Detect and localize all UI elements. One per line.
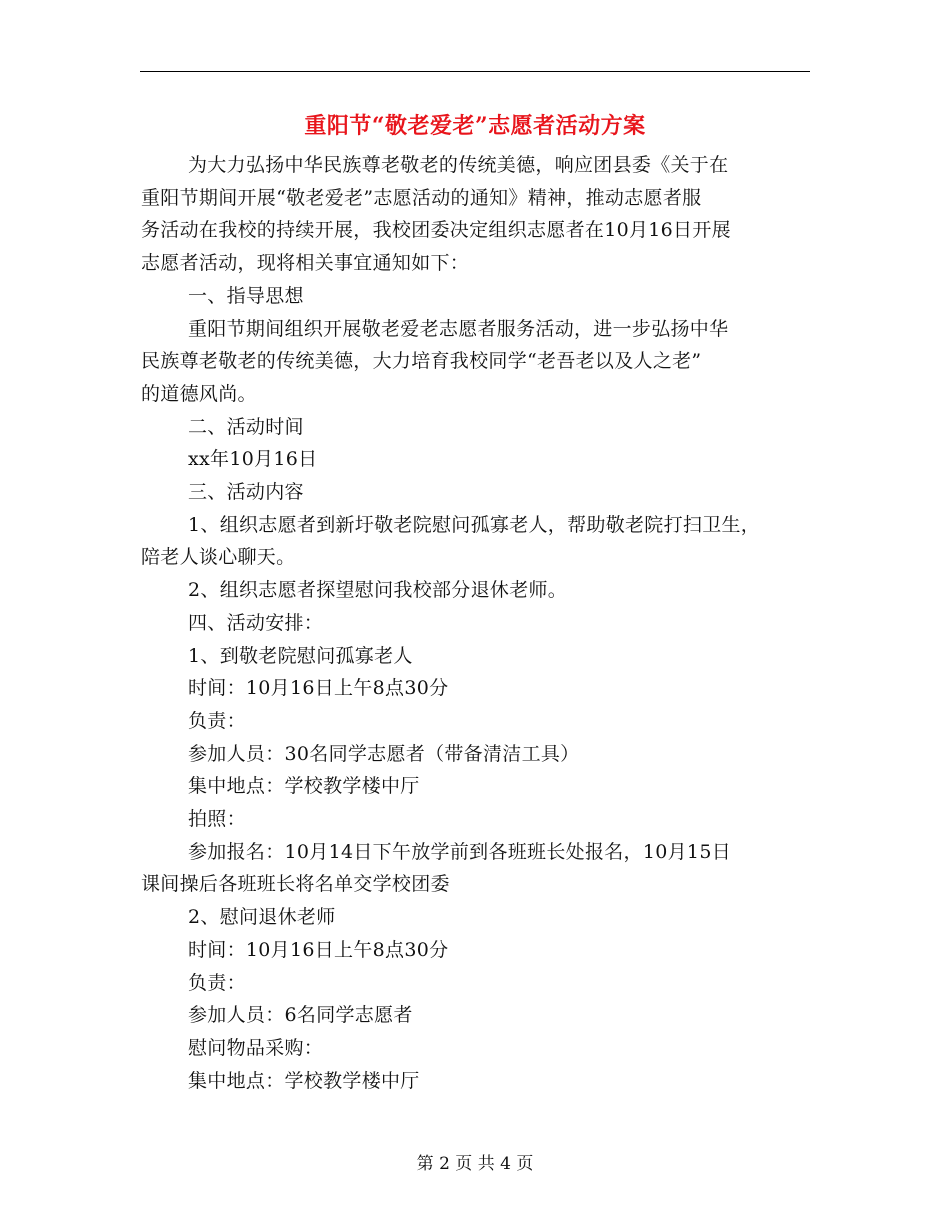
guiding-line: 的道德风尚。 <box>141 382 257 405</box>
document-body <box>141 149 821 1097</box>
plan2-meeting-point: 集中地点：学校教学楼中厅 <box>188 1069 420 1092</box>
intro-line: 重阳节期间开展“敬老爱老”志愿活动的通知》精神，推动志愿者服 <box>141 186 702 209</box>
intro-line: 为大力弘扬中华民族尊老敬老的传统美德，响应团县委《关于在 <box>188 154 729 176</box>
page-number-footer: 第 2 页 共 4 页 <box>416 1154 534 1174</box>
intro-paragraph <box>141 149 821 280</box>
content-item-line: 1、组织志愿者到新圩敬老院慰问孤寡老人，帮助敬老院打扫卫生， <box>188 513 761 536</box>
content-item-2: 2、组织志愿者探望慰问我校部分退休老师。 <box>188 579 568 602</box>
section-heading-activity-time: 二、活动时间 <box>188 415 304 438</box>
intro-line: 务活动在我校的持续开展，我校团委决定组织志愿者在10月16日开展 <box>141 219 731 242</box>
guiding-line: 重阳节期间组织开展敬老爱老志愿者服务活动，进一步弘扬中华 <box>188 317 729 340</box>
plan1-title: 1、到敬老院慰问孤寡老人 <box>188 644 413 667</box>
plan1-participants: 参加人员：30名同学志愿者（带备清洁工具） <box>188 742 580 765</box>
registration-line: 参加报名：10月14日下午放学前到各班班长处报名，10月15日 <box>188 840 732 863</box>
content-item-line: 陪老人谈心聊天。 <box>141 546 296 569</box>
registration-line: 课间操后各班班长将名单交学校团委 <box>141 873 450 896</box>
header-rule <box>140 71 810 72</box>
plan1-leader: 负责： <box>188 709 246 732</box>
activity-date: xx年10月16日 <box>188 448 318 471</box>
plan2-time: 时间：10月16日上午8点30分 <box>188 938 449 961</box>
plan2-leader: 负责： <box>188 971 246 994</box>
section-heading-arrangement: 四、活动安排： <box>188 611 324 634</box>
plan1-time: 时间：10月16日上午8点30分 <box>188 677 449 700</box>
content-item-1 <box>141 509 821 574</box>
plan2-participants: 参加人员：6名同学志愿者 <box>188 1004 413 1027</box>
intro-line: 志愿者活动，现将相关事宜通知如下： <box>141 252 470 275</box>
plan1-photo: 拍照： <box>188 808 246 831</box>
guiding-principle-paragraph <box>141 313 821 411</box>
plan1-meeting-point: 集中地点：学校教学楼中厅 <box>188 775 420 798</box>
plan2-purchase: 慰问物品采购： <box>188 1036 324 1059</box>
section-heading-activity-content: 三、活动内容 <box>188 481 304 504</box>
plan2-title: 2、慰问退休老师 <box>188 906 336 929</box>
plan1-registration <box>141 836 821 901</box>
document-title: 重阳节“敬老爱老”志愿者活动方案 <box>304 113 646 139</box>
guiding-line: 民族尊老敬老的传统美德，大力培育我校同学“老吾老以及人之老” <box>141 350 702 373</box>
section-heading-guiding-principle: 一、指导思想 <box>188 284 304 307</box>
